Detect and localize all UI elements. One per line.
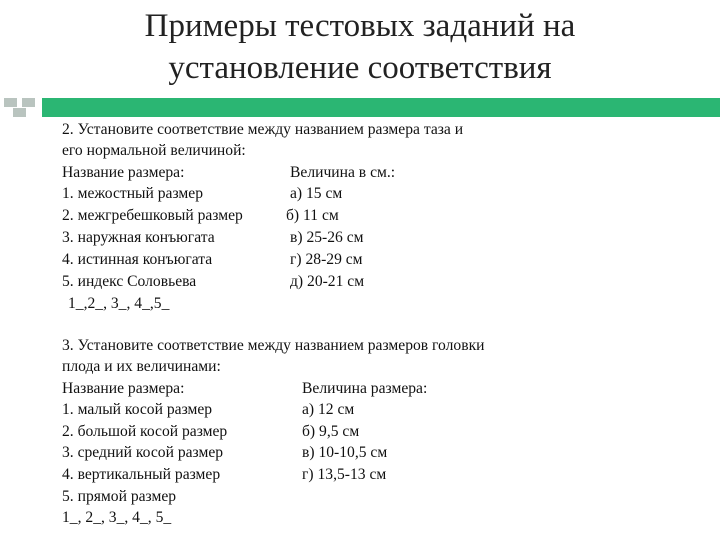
task2-intro-line-2: его нормальной величиной:	[62, 142, 246, 159]
task3-right-header: Величина размера:	[302, 380, 428, 397]
task3-row-1-value: а) 12 см	[302, 401, 355, 418]
task2-left-header: Название размера:	[62, 164, 185, 181]
task2-row-5-name: 5. индекс Соловьева	[62, 273, 197, 290]
task2-row-1-value: а) 15 см	[290, 185, 343, 202]
task2-row-2-name: 2. межгребешковый размер	[62, 207, 243, 224]
task3-row-3-name: 3. средний косой размер	[62, 444, 224, 461]
title-line-2: установление соответствия	[168, 50, 552, 86]
task3-row-2-name: 2. большой косой размер	[62, 423, 228, 440]
task2-intro-line-1: 2. Установите соответствие между названием размера таза и	[62, 121, 464, 138]
task2-row-3-value: в) 25-26 см	[290, 229, 364, 246]
title-divider-bar	[42, 98, 720, 117]
task3-intro-line-2: плода и их величинами:	[62, 358, 221, 375]
slide-title	[0, 0, 720, 96]
task3-row-3-value: в) 10-10,5 см	[302, 444, 388, 461]
task3-row-5-name: 5. прямой размер	[62, 488, 177, 505]
task2-row-1-name: 1. межостный размер	[62, 185, 203, 202]
decorative-squares	[0, 98, 42, 117]
task2-row-4-value: г) 28-29 см	[290, 251, 363, 268]
task2-row-5-value: д) 20-21 см	[290, 273, 365, 290]
task3-row-1-name: 1. малый косой размер	[62, 401, 213, 418]
task3-answer-line: 1_, 2_, 3_, 4_, 5_	[62, 509, 172, 526]
task3-left-header: Название размера:	[62, 380, 185, 397]
title-line-1: Примеры тестовых заданий на	[144, 8, 576, 44]
task2-answer-line: 1_,2_, 3_, 4_,5_	[68, 295, 170, 312]
task3-row-4-name: 4. вертикальный размер	[62, 466, 221, 483]
task2-right-header: Величина в см.:	[290, 164, 396, 181]
task2-row-4-name: 4. истинная конъюгата	[62, 251, 213, 268]
task3-row-2-value: б) 9,5 см	[302, 423, 360, 440]
task2-row-2-value: б) 11 см	[286, 207, 339, 224]
task3-intro-line-1: 3. Установите соответствие между названием размеров головки	[62, 337, 485, 354]
task3-row-4-value: г) 13,5-13 см	[302, 466, 387, 483]
task2-row-3-name: 3. наружная конъюгата	[62, 229, 215, 246]
